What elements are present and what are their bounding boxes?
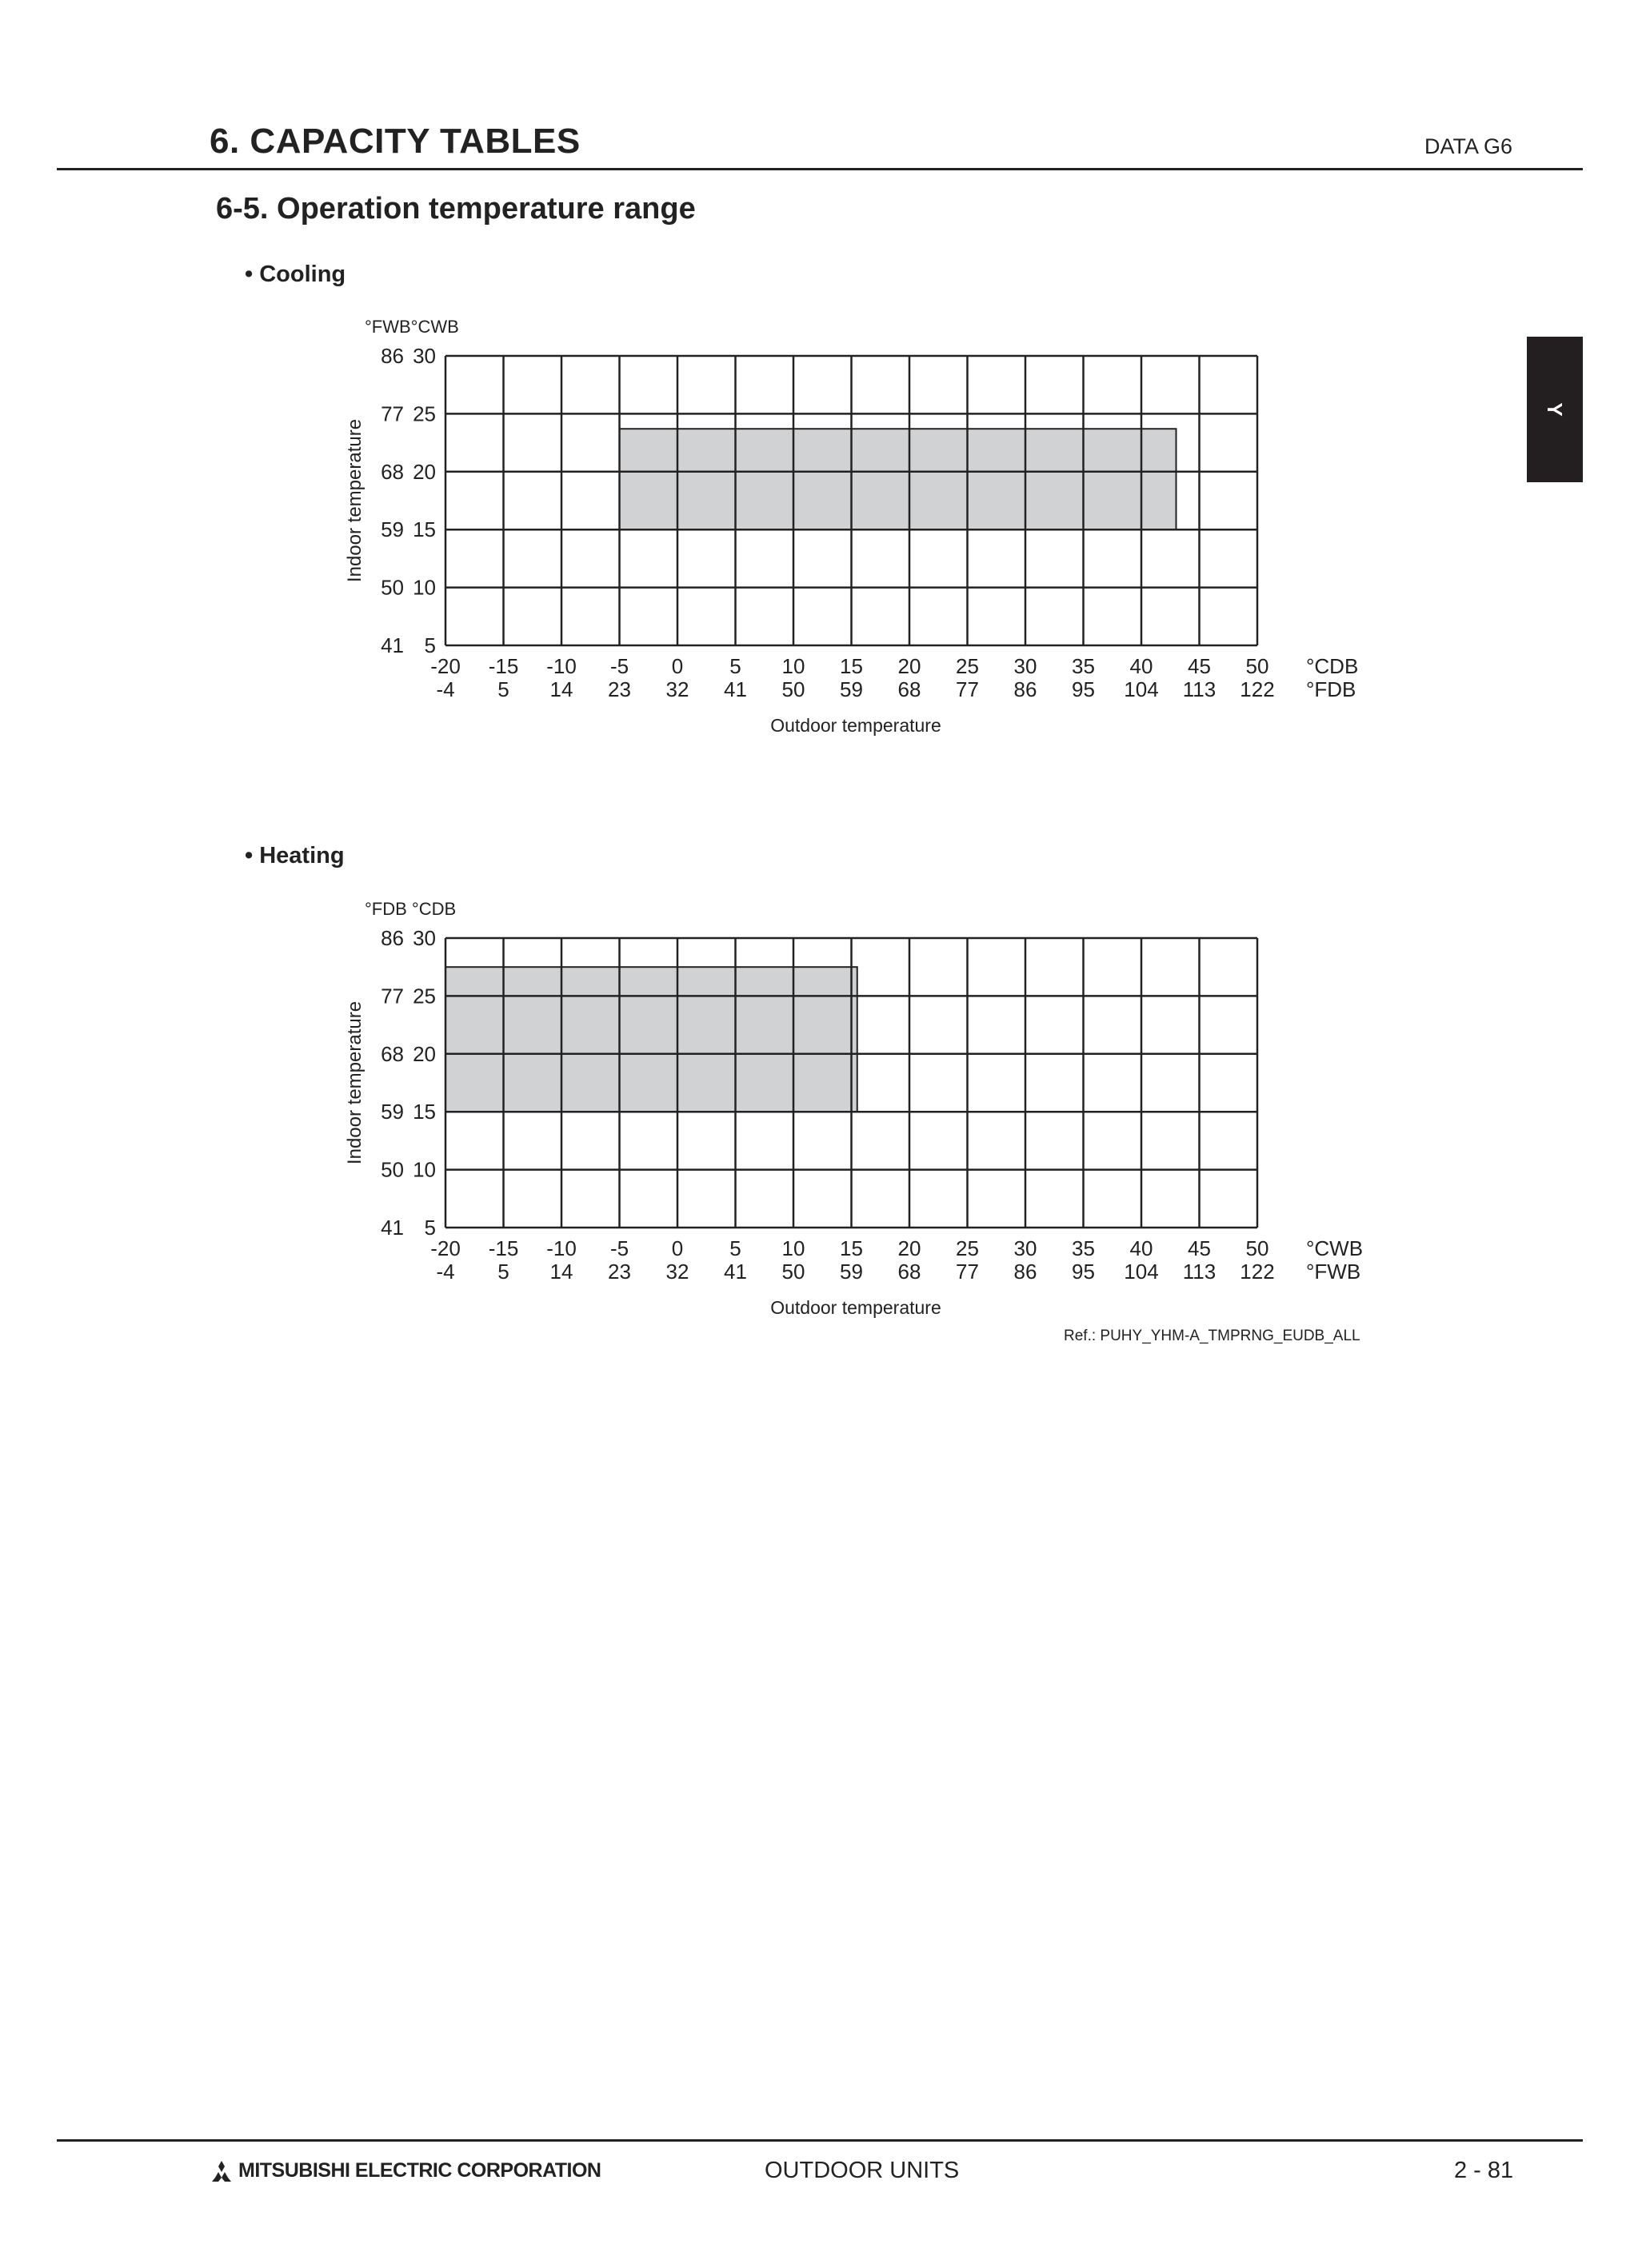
x-tick-c: 5	[729, 654, 741, 678]
x-tick-f: 59	[840, 1260, 863, 1284]
cooling-subtitle: • Cooling	[245, 262, 346, 287]
reference-note: Ref.: PUHY_YHM-A_TMPRNG_EUDB_ALL	[1064, 1328, 1360, 1344]
y-tick-c: 25	[413, 401, 436, 426]
y-axis-label: Indoor temperature	[344, 418, 366, 583]
x-tick-c: 35	[1072, 1236, 1095, 1260]
y-tick-f: 86	[381, 926, 404, 950]
footer-page-number: 2 - 81	[1454, 2158, 1514, 2183]
x-tick-c: -10	[546, 1236, 577, 1260]
x-unit-c: °CDB	[1306, 654, 1359, 678]
x-tick-f: 77	[956, 1260, 979, 1284]
y-tick-f: 86	[381, 344, 404, 368]
x-tick-c: 0	[671, 654, 684, 678]
x-tick-c: 50	[1245, 1236, 1269, 1260]
x-tick-c: 0	[671, 1236, 684, 1260]
footer-rule	[57, 2139, 1583, 2142]
x-unit-f: °FDB	[1306, 677, 1356, 701]
x-tick-f: -4	[436, 677, 455, 701]
x-tick-f: 86	[1013, 1260, 1037, 1284]
page-header-title: 6. CAPACITY TABLES	[210, 122, 581, 161]
x-tick-c: 30	[1013, 1236, 1037, 1260]
footer-logo	[210, 2159, 601, 2182]
x-tick-f: 32	[665, 677, 689, 701]
y-tick-c: 5	[424, 1216, 436, 1240]
x-tick-f: 77	[956, 677, 979, 701]
page-header-code: DATA G6	[1424, 134, 1513, 158]
x-tick-f: 5	[497, 677, 509, 701]
x-tick-c: 45	[1188, 1236, 1211, 1260]
y-tick-c: 5	[424, 633, 436, 657]
x-tick-c: 35	[1072, 654, 1095, 678]
x-tick-f: 104	[1124, 1260, 1159, 1284]
x-tick-c: 40	[1129, 1236, 1153, 1260]
x-tick-f: 41	[724, 677, 747, 701]
y-tick-c: 20	[413, 459, 436, 484]
y-tick-f: 68	[381, 459, 404, 484]
y-tick-f: 59	[381, 517, 404, 542]
x-tick-f: 5	[497, 1260, 509, 1284]
x-tick-c: 25	[956, 1236, 979, 1260]
x-tick-f: -4	[436, 1260, 455, 1284]
x-tick-f: 68	[897, 677, 921, 701]
x-tick-f: 59	[840, 677, 863, 701]
x-tick-c: -20	[430, 1236, 461, 1260]
y-tick-f: 59	[381, 1100, 404, 1124]
x-tick-c: 15	[840, 1236, 863, 1260]
x-axis-label: Outdoor temperature	[770, 1297, 941, 1318]
x-tick-f: 113	[1182, 1260, 1217, 1284]
x-tick-f: 122	[1240, 677, 1275, 701]
x-tick-f: 50	[781, 677, 805, 701]
x-tick-c: 40	[1129, 654, 1153, 678]
y-tick-f: 50	[381, 575, 404, 600]
x-tick-f: 104	[1124, 677, 1159, 701]
x-tick-f: 50	[781, 1260, 805, 1284]
y-tick-c: 10	[413, 575, 436, 600]
y-units: °FWB°CWB	[365, 317, 459, 337]
x-tick-f: 32	[665, 1260, 689, 1284]
x-tick-f: 23	[608, 1260, 631, 1284]
x-tick-c: -5	[609, 1236, 629, 1260]
footer-center-label: OUTDOOR UNITS	[765, 2158, 960, 2183]
x-tick-c: 10	[781, 654, 805, 678]
x-tick-f: 95	[1072, 677, 1095, 701]
x-tick-c: -15	[488, 1236, 519, 1260]
x-tick-f: 68	[897, 1260, 921, 1284]
y-tick-c: 25	[413, 984, 436, 1008]
x-tick-c: 5	[729, 1236, 741, 1260]
x-tick-c: 20	[897, 1236, 921, 1260]
x-tick-c: 25	[956, 654, 979, 678]
x-axis-label: Outdoor temperature	[770, 715, 941, 736]
section-title: 6-5. Operation temperature range	[216, 192, 696, 226]
x-tick-c: -15	[488, 654, 519, 678]
y-tick-f: 41	[381, 633, 404, 657]
x-tick-c: -20	[430, 654, 461, 678]
x-tick-c: 45	[1188, 654, 1211, 678]
y-units: °FDB °CDB	[365, 899, 457, 919]
heating-subtitle: • Heating	[245, 843, 345, 868]
x-tick-c: 50	[1245, 654, 1269, 678]
x-tick-c: 20	[897, 654, 921, 678]
y-tick-f: 41	[381, 1216, 404, 1240]
x-tick-c: -5	[609, 654, 629, 678]
mitsubishi-logo-icon	[210, 2161, 234, 2182]
heating-operating-range	[445, 967, 857, 1112]
y-tick-c: 10	[413, 1157, 436, 1182]
x-unit-f: °FWB	[1306, 1260, 1361, 1284]
x-tick-c: 30	[1013, 654, 1037, 678]
x-tick-f: 86	[1013, 677, 1037, 701]
side-tab-label: Y	[1543, 402, 1568, 417]
x-tick-c: -10	[546, 654, 577, 678]
x-tick-f: 113	[1182, 677, 1217, 701]
y-tick-c: 15	[413, 1100, 436, 1124]
x-unit-c: °CWB	[1306, 1236, 1364, 1260]
y-tick-c: 30	[413, 926, 436, 950]
x-tick-f: 23	[608, 677, 631, 701]
x-tick-f: 14	[549, 1260, 573, 1284]
y-tick-f: 68	[381, 1041, 404, 1066]
x-tick-f: 122	[1240, 1260, 1275, 1284]
y-tick-c: 30	[413, 344, 436, 368]
y-tick-c: 15	[413, 517, 436, 542]
y-tick-f: 77	[381, 401, 404, 426]
y-tick-f: 50	[381, 1157, 404, 1182]
x-tick-f: 95	[1072, 1260, 1095, 1284]
x-tick-c: 10	[781, 1236, 805, 1260]
x-tick-f: 14	[549, 677, 573, 701]
x-tick-f: 41	[724, 1260, 747, 1284]
x-tick-c: 15	[840, 654, 863, 678]
y-tick-c: 20	[413, 1041, 436, 1066]
y-axis-label: Indoor temperature	[344, 1000, 366, 1165]
footer-brand: MITSUBISHI ELECTRIC CORPORATION	[238, 2159, 601, 2182]
y-tick-f: 77	[381, 984, 404, 1008]
